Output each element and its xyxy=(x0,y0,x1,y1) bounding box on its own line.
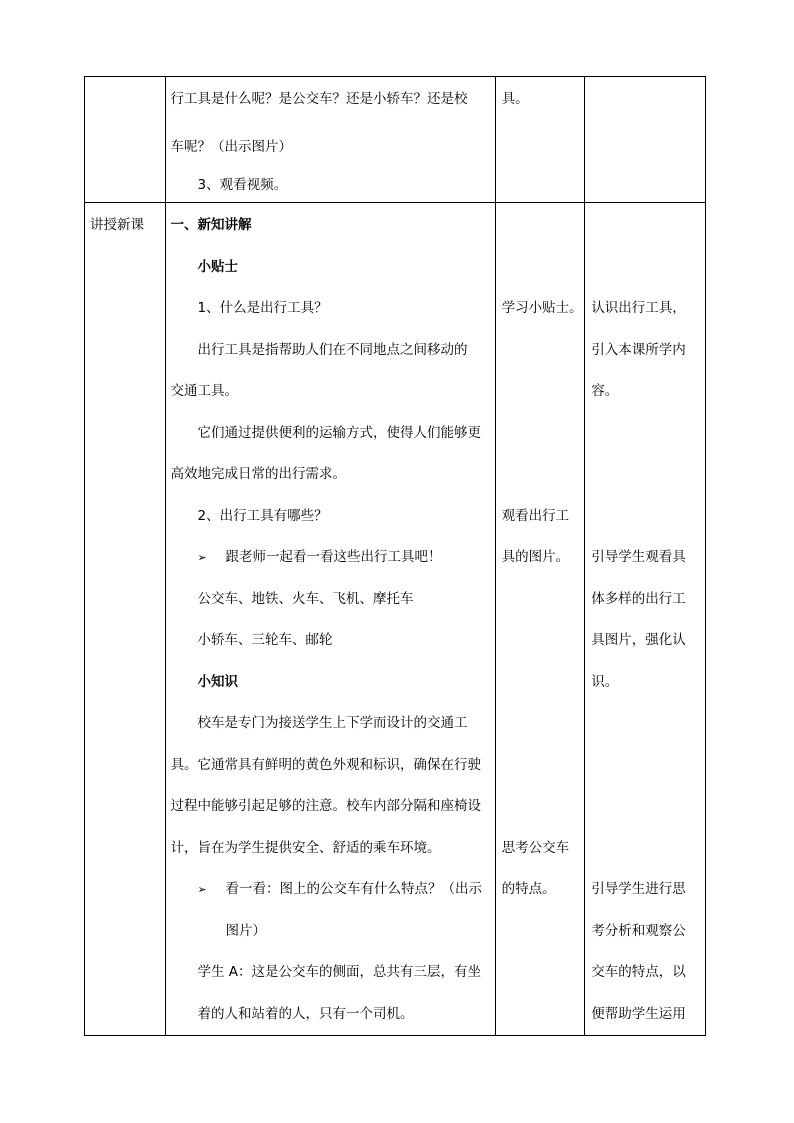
intent-line: 交车的特点，以 xyxy=(591,964,686,980)
paragraph-line: 交通工具。 xyxy=(170,383,239,399)
student-activity-cell xyxy=(495,203,585,1036)
intent-line: 识。 xyxy=(591,673,619,690)
question-1: 1、什么是出行工具？ xyxy=(197,300,328,316)
design-intent-cell xyxy=(585,77,706,203)
stage-cell xyxy=(85,77,166,203)
intent-line: 便帮助学生运用 xyxy=(591,1005,686,1022)
paragraph-line: 过程中能够引起足够的注意。校车内部分隔和座椅设 xyxy=(170,798,482,814)
student-activity-line: 观看出行工 xyxy=(501,507,570,524)
stage-label: 讲授新课 xyxy=(90,217,144,233)
stage-cell xyxy=(85,203,166,1036)
content-cell xyxy=(165,77,495,203)
student-activity-line: 思考公交车 xyxy=(501,839,570,856)
student-answer-line: 着的人和站着的人，只有一个司机。 xyxy=(197,1005,414,1022)
intent-line: 引入本课所学内 xyxy=(591,341,686,358)
knowledge-title: 小知识 xyxy=(197,673,239,690)
question-2: 2、出行工具有哪些？ xyxy=(197,507,328,524)
content-line: 行工具是什么呢？是公交车？还是小轿车？还是校 xyxy=(170,91,468,107)
student-activity-line: 具的图片。 xyxy=(501,549,570,565)
student-activity-line: 学习小贴士。 xyxy=(501,300,583,316)
intent-line: 考分析和观察公 xyxy=(591,922,686,939)
paragraph-line: 它们通过提供便利的运输方式，使得人们能够更 xyxy=(197,424,482,441)
vehicle-list-line: 小轿车、三轮车、邮轮 xyxy=(197,632,333,648)
section-heading: 一、新知讲解 xyxy=(170,217,252,233)
paragraph-line: 出行工具是指帮助人们在不同地点之间移动的 xyxy=(197,341,468,358)
bullet-item: ➢ 跟老师一起看一看这些出行工具吧！ xyxy=(171,537,491,579)
intent-line: 引导学生进行思 xyxy=(591,881,686,897)
bullet-item: ➢ 看一看：图上的公交车有什么特点？（出示 xyxy=(171,869,491,911)
arrow-bullet-icon: ➢ xyxy=(197,551,207,564)
student-answer-line: 学生 A：这是公交车的侧面，总共有三层，有坐 xyxy=(197,964,482,980)
paragraph-line: 高效地完成日常的出行需求。 xyxy=(170,466,347,482)
student-activity-cell xyxy=(495,77,585,203)
content-line: 车呢？（出示图片） xyxy=(170,139,293,155)
lesson-plan-table xyxy=(84,76,706,1036)
table-row xyxy=(85,77,706,203)
bullet-continuation: 图片） xyxy=(225,922,267,939)
content-line: 3、观看视频。 xyxy=(197,177,288,193)
student-activity-line: 的特点。 xyxy=(501,881,556,897)
intent-line: 具图片，强化认 xyxy=(591,632,686,648)
paragraph-line: 校车是专门为接送学生上下学而设计的交通工 xyxy=(197,715,468,731)
tip-title: 小贴士 xyxy=(197,258,239,275)
arrow-bullet-icon: ➢ xyxy=(197,883,207,896)
table-row xyxy=(85,203,706,1036)
student-line: 具。 xyxy=(501,91,529,107)
intent-line: 认识出行工具， xyxy=(591,300,686,316)
intent-line: 引导学生观看具 xyxy=(591,549,686,565)
intent-line: 容。 xyxy=(591,383,619,399)
intent-line: 体多样的出行工 xyxy=(591,590,686,607)
vehicle-list-line: 公交车、地铁、火车、飞机、摩托车 xyxy=(197,590,414,607)
paragraph-line: 计，旨在为学生提供安全、舒适的乘车环境。 xyxy=(170,839,441,856)
paragraph-line: 具。它通常具有鲜明的黄色外观和标识，确保在行驶 xyxy=(170,756,482,773)
content-cell xyxy=(165,203,495,1036)
design-intent-cell xyxy=(585,203,706,1036)
